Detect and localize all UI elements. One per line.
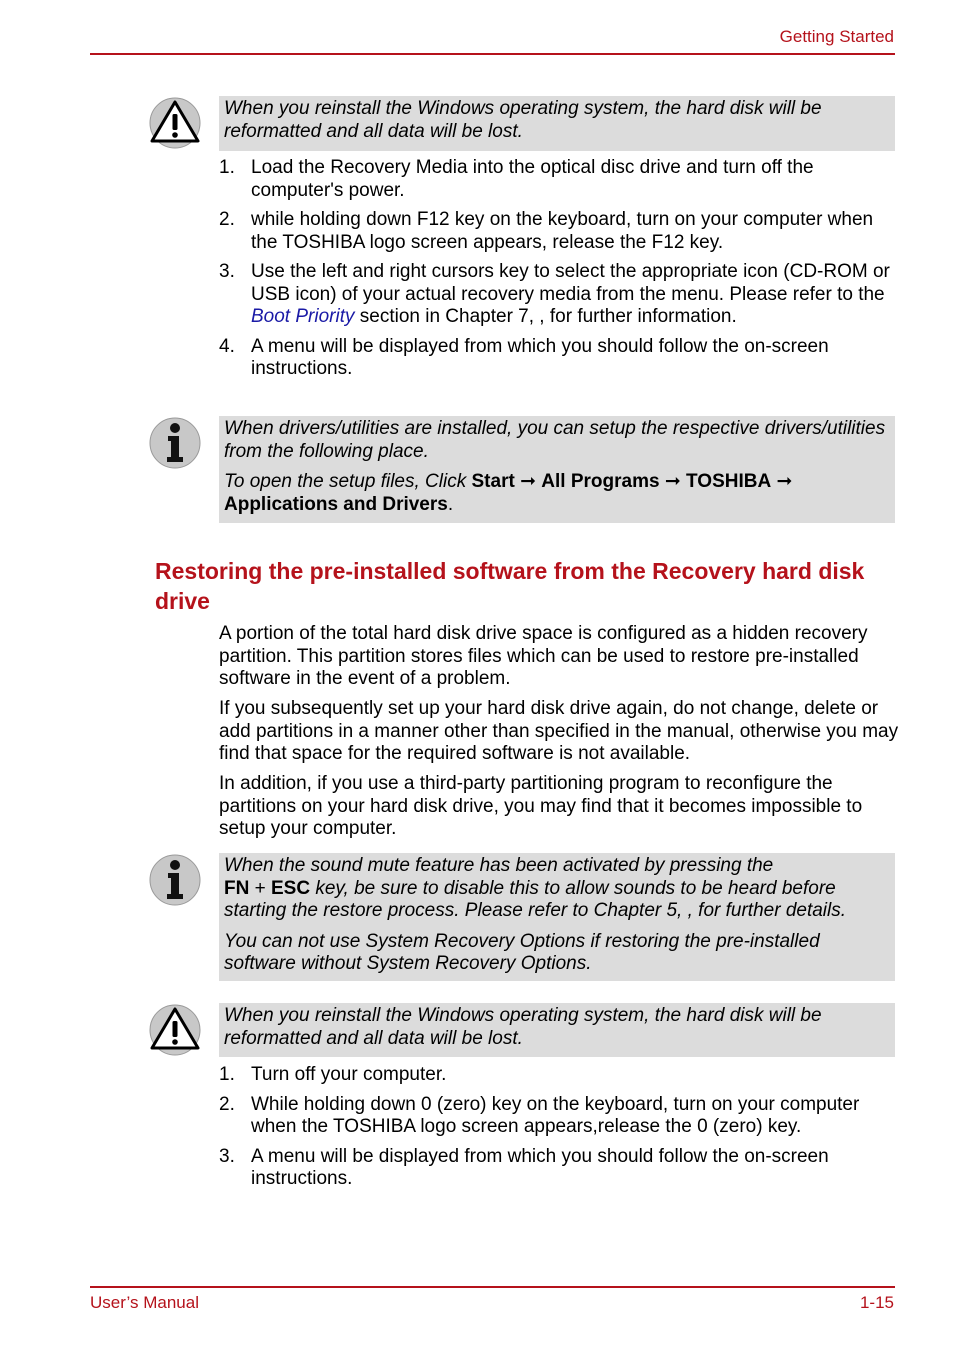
setup-path-intro: To open the setup files, Click — [224, 471, 472, 492]
running-header: Getting Started — [779, 27, 894, 46]
info-icon — [148, 853, 202, 907]
step-number: 3. — [219, 261, 235, 282]
list-item — [219, 1146, 895, 1191]
step-number: 2. — [219, 1093, 235, 1115]
step-number: 1. — [219, 157, 235, 178]
path-end: . — [447, 493, 454, 515]
info-icon — [148, 416, 202, 470]
path-toshiba: TOSHIBA — [686, 471, 772, 492]
step-text: While holding down 0 (zero) key on the keyboard, turn on your computer when the TOSHIBA logo screen appears,release the 0 (zero) key. — [251, 1093, 860, 1137]
recovery-options-text: You can not use System Recovery Options if restoring the pre-installed software without System Recovery Options. — [224, 930, 820, 974]
key-fn: FN — [224, 877, 250, 899]
step-number: 2. — [219, 209, 235, 230]
step-text: Turn off your computer. — [251, 1064, 447, 1085]
step-text: Use the left and right cursors key to select the appropriate icon (CD-ROM or USB icon) of your actual recovery media from the menu. Please refer to the — [251, 261, 890, 305]
recovery-media-steps — [219, 157, 895, 388]
warning-icon — [148, 1003, 202, 1057]
warning-text: When you reinstall the Windows operating system, the hard disk will be reformatted and all data will be lost. — [224, 1005, 822, 1049]
step-number: 4. — [219, 335, 235, 357]
header-rule — [90, 53, 895, 55]
boot-priority-link[interactable]: Boot Priority — [251, 306, 355, 327]
arrow-icon: ➞ — [520, 471, 536, 492]
step-text: A menu will be displayed from which you should follow the on-screen instructions. — [251, 335, 829, 379]
footer-title: User’s Manual — [90, 1293, 199, 1312]
step-number: 3. — [219, 1145, 235, 1167]
info-text: When drivers/utilities are installed, you can setup the respective drivers/utilities from the following place. — [224, 418, 886, 462]
list-item — [219, 1064, 895, 1087]
footer-rule — [90, 1286, 895, 1288]
step-text-continued: section in Chapter 7, , for further information. — [354, 306, 737, 327]
paragraph: In addition, if you use a third-party partitioning program to reconfigure the partitions on your hard disk drive, you may find that it becomes impossible to setup your computer. — [219, 773, 863, 839]
recovery-hdd-steps — [219, 1064, 895, 1198]
step-text: A menu will be displayed from which you should follow the on-screen instructions. — [251, 1145, 829, 1189]
step-text: Load the Recovery Media into the optical disc drive and turn off the computer's power. — [251, 157, 814, 201]
key-esc: ESC — [271, 877, 311, 899]
list-item — [219, 209, 895, 254]
sound-mute-intro: When the sound mute feature has been activated by pressing the — [224, 855, 774, 876]
sound-mute-text — [224, 855, 890, 923]
list-item — [219, 336, 895, 381]
page-number: 1-15 — [859, 1293, 894, 1312]
warning-note — [219, 1003, 895, 1057]
path-applications-and-drivers: Applications and Drivers — [224, 493, 448, 515]
arrow-icon: ➞ — [664, 471, 681, 492]
list-item — [219, 1094, 895, 1139]
path-start: Start — [471, 471, 515, 492]
warning-text: When you reinstall the Windows operating system, the hard disk will be reformatted and all data will be lost. — [224, 98, 822, 142]
arrow-icon: ➞ — [776, 471, 793, 492]
path-all-programs: All Programs — [541, 471, 660, 492]
info-note — [219, 853, 895, 981]
warning-icon — [148, 96, 202, 150]
key-plus: + — [254, 877, 266, 899]
list-item — [219, 157, 895, 202]
list-item — [219, 261, 895, 329]
paragraph: If you subsequently set up your hard disk drive again, do not change, delete or add partitions in a manner other than specified in the manual, otherwise you may find that space for the required software is not available. — [219, 698, 899, 764]
step-number: 1. — [219, 1064, 235, 1085]
setup-path-text — [224, 471, 890, 516]
section-heading: Restoring the pre-installed software from the Recovery hard disk drive — [155, 558, 865, 614]
step-text: while holding down F12 key on the keyboard, turn on your computer when the TOSHIBA logo screen appears, release the F12 key. — [251, 209, 874, 253]
sound-mute-rest: key, be sure to disable this to allow sounds to be heard before starting the restore process. Please refer to Chapter 5, , for further details. — [224, 877, 847, 921]
info-note — [219, 416, 895, 523]
warning-note — [219, 96, 895, 151]
paragraph: A portion of the total hard disk drive space is configured as a hidden recovery partition. This partition stores files which can be used to restore pre-installed software in the event of a problem. — [219, 623, 868, 689]
